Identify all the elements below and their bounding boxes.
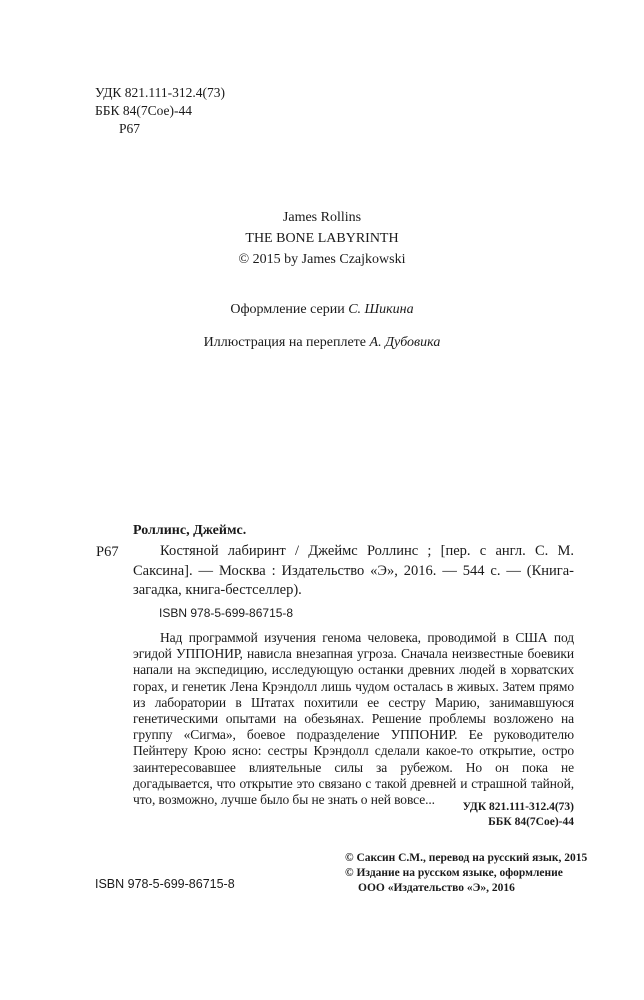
bibliographic-entry: Костяной лабиринт / Джеймс Роллинс ; [пер. с англ. С. М. Саксина]. — Москва : Издательство «Э», 2016. — 544 с. — (Книга-загадка, книга-бестселлер). [133,543,574,598]
annotation-udk: УДК 821.111-312.4(73) [462,801,574,813]
edition-copyright-line1: © Издание на русском языке, оформление [345,867,563,879]
series-design-prefix: Оформление серии [230,302,349,317]
annotation-bbk: ББК 84(7Сое)-44 [488,816,574,828]
original-copyright: © 2015 by James Czajkowski [238,252,406,267]
cover-illustration-credit [0,334,644,352]
cover-illustration-prefix: Иллюстрация на переплете [203,335,370,350]
translation-copyright: © Саксин С.М., перевод на русский язык, 2015 [345,852,588,864]
series-design-credit [0,301,644,319]
original-author: James Rollins [282,210,362,225]
classification-codes [95,84,225,138]
cutter-code: Р67 [119,121,141,136]
udk-code: УДК 821.111-312.4(73) [95,85,226,100]
cover-illustrator-name: А. Дубовика [369,335,441,350]
book-annotation: Над программой изучения генома человека, проводимой в США под эгидой УППОНИР, нависла внезапная угроза. Сначала неизвестные боевики напали на экспедицию, исследующую останки древних людей в хорватских горах, и генетик Лена Крэндолл лишь чудом осталась в живых. Затем прямо из лаборатории в Штатах похитили ее сестру Марию, занимавшуюся генетическими опытами на обезьянах. Решение проблемы возложено на группу «Сигма», боевое подразделение УППОНИР. Ее руководителю Пейнтеру Крою ясно: сестры Крэндолл сделали какое-то открытие, остро заинтересовавшее влиятельные силы за рубежом. Но он пока не догадывается, что открытие это связано с такой древней и страшной тайной, что, возможно, лучше было бы не знать о ней вовсе... [133,630,574,808]
series-designer-name: С. Шикина [348,302,414,317]
bbk-code: ББК 84(7Сое)-44 [95,103,193,118]
bibliographic-cutter: Р67 [96,544,119,560]
original-title: THE BONE LABYRINTH [245,231,399,246]
original-credits [0,207,644,270]
bibliographic-isbn: ISBN 978-5-699-86715-8 [159,606,294,620]
annotation-classification [300,800,574,830]
copyright-notices [345,851,587,896]
bibliographic-author-heading: Роллинс, Джеймс. [133,523,247,538]
edition-copyright-line2: ООО «Издательство «Э», 2016 [358,882,515,894]
isbn-footer: ISBN 978-5-699-86715-8 [95,877,235,891]
